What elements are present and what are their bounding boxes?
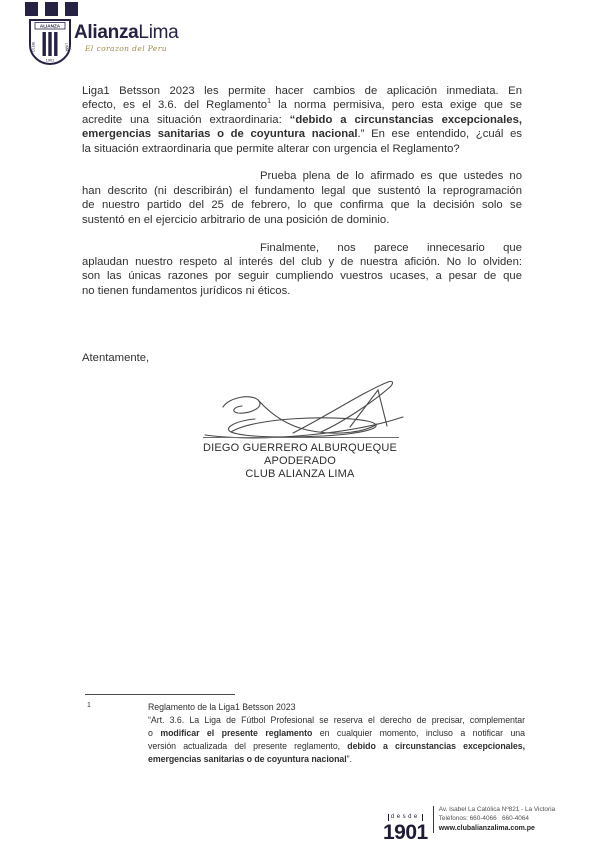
footnote-line: o modificar el presente reglamento en cualquier momento, incluso a notificar una bbox=[148, 728, 525, 738]
paragraph-3 bbox=[82, 241, 522, 299]
footer-address: Av. Isabel La Católica Nº821 - La Victoria bbox=[438, 806, 556, 813]
brand-wordmark-regular: Lima bbox=[138, 22, 179, 43]
crest-year-text: 1901 bbox=[45, 58, 55, 63]
footer-contact bbox=[439, 805, 555, 832]
brand-wordmark-bold: Alianza bbox=[74, 22, 139, 43]
body-line: han descrito (ni describirán) el fundamento legal que sustentó la reprogramación bbox=[82, 184, 522, 197]
footnote bbox=[85, 701, 525, 766]
body-line: aplaudan nuestro respeto al interés del club y de nuestra afición. No lo olviden: bbox=[82, 255, 522, 268]
footer-phones: Teléfonos: 660-4066 660-4064 bbox=[438, 814, 529, 822]
body-line: efecto, es el 3.6. del Reglamento$^1$ la norma permisiva, pero esta exige que se bbox=[82, 98, 522, 112]
body-line: Finalmente, nos parece innecesario que bbox=[260, 241, 522, 254]
signature-image bbox=[195, 377, 410, 439]
letter-body bbox=[82, 84, 522, 312]
body-line: emergencias sanitarias o de coyuntura nacional.” En ese entendido, ¿cuál es bbox=[82, 128, 522, 141]
paragraph-2 bbox=[82, 169, 522, 227]
since-label: desde bbox=[388, 814, 423, 821]
club-crest-icon bbox=[20, 2, 80, 68]
signature-rule bbox=[203, 437, 399, 438]
crest-left-text: CLUB bbox=[31, 41, 36, 53]
footer-website: www.clubalianzalima.com.pe bbox=[438, 825, 535, 833]
footnote-line: “Art. 3.6. La Liga de Fútbol Profesional se reserva el derecho de precisar, complementar bbox=[148, 715, 525, 725]
signatory-role: APODERADO bbox=[263, 455, 337, 468]
brand-wordmark bbox=[74, 22, 178, 44]
signatory-org: CLUB ALIANZA LIMA bbox=[245, 468, 355, 481]
crest-banner-text: ALIANZA bbox=[39, 23, 61, 29]
footnote-line: versión actualizada del presente reglamento, debido a circunstancias excepcionales, bbox=[148, 741, 525, 751]
crest-right-text: LIMA bbox=[64, 42, 69, 52]
paragraph-1 bbox=[82, 84, 522, 156]
footnote-rule bbox=[85, 694, 235, 695]
footnote-marker: 1 bbox=[87, 702, 91, 709]
body-line: Prueba plena de lo afirmado es que ustedes no bbox=[260, 170, 522, 183]
body-line: Liga1 Betsson 2023 les permite hacer cambios de aplicación inmediata. En bbox=[82, 85, 522, 97]
body-line: no tienen fundamentos jurídicos ni éticos. bbox=[82, 284, 291, 297]
footnote-title: Reglamento de la Liga1 Betsson 2023 bbox=[148, 702, 296, 712]
since-year: 1901 bbox=[383, 821, 428, 844]
footer bbox=[383, 805, 555, 843]
footnote-line: emergencias sanitarias o de coyuntura nacional”. bbox=[148, 754, 352, 764]
body-line: la situación extraordinaria que permite alterar con urgencia el Reglamento? bbox=[82, 142, 460, 155]
since-badge bbox=[383, 805, 433, 843]
body-line: de nuestro partido del 25 de febrero, lo que confirma que la decisión solo se bbox=[82, 199, 522, 212]
body-line: sustentó en el ejercicio arbitrario de una posición de dominio. bbox=[82, 213, 390, 226]
footer-divider bbox=[433, 806, 434, 833]
body-line: acredite una situación extraordinaria: “debido a circunstancias excepcionales, bbox=[82, 113, 522, 126]
closing-text: Atentamente, bbox=[82, 352, 150, 364]
signature-block bbox=[150, 442, 450, 482]
body-line: son las únicas razones por seguir cumpliendo vuestros ucases, a pesar de que bbox=[82, 270, 522, 283]
signatory-name: DIEGO GUERRERO ALBURQUEQUE bbox=[202, 442, 398, 454]
brand-tagline: El corazon del Peru bbox=[85, 44, 167, 53]
